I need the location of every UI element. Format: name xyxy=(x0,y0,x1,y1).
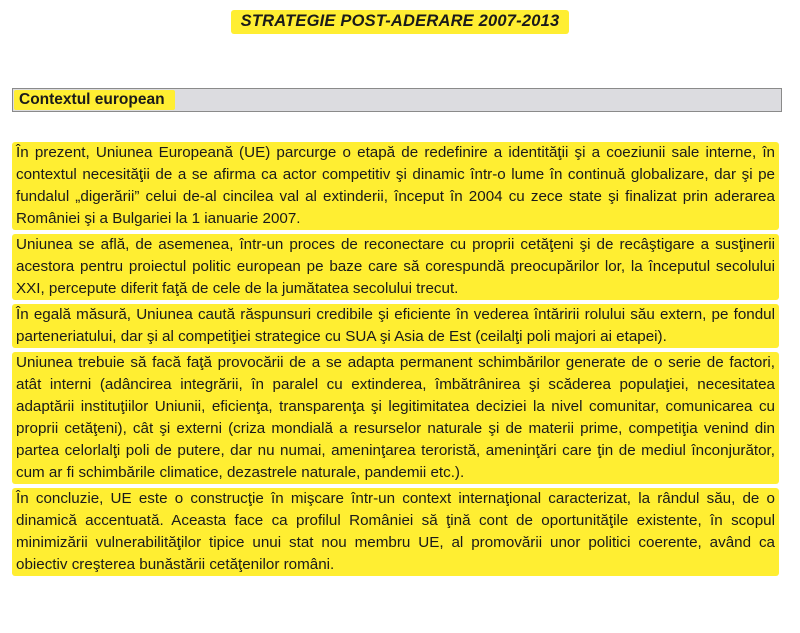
paragraph-3: În egală măsură, Uniunea caută răspunsuri credibile şi eficiente în vederea întăririi rolului său extern, pe fondul parteneriatului, dar şi al competiţiei strategice cu SUA şi Asia de Est (ceilalţi poli majori ai etapei). xyxy=(12,304,779,348)
paragraph-1: În prezent, Uniunea Europeană (UE) parcurge o etapă de redefinire a identităţii şi a coeziunii sale interne, în contextul necesităţii de a se afirma ca actor competitiv şi dinamic într-o lume în continuă globalizare, dar şi pe fundalul „digerării” celui de-al cincilea val al extinderii, început în 2004 cu zece state şi finalizat prin aderarea României şi a Bulgariei la 1 ianuarie 2007. xyxy=(12,142,779,230)
document-title: STRATEGIE POST-ADERARE 2007-2013 xyxy=(231,10,570,34)
section-heading: Contextul european xyxy=(14,90,175,110)
section-header-bar xyxy=(12,88,782,112)
title-container xyxy=(0,10,800,34)
paragraph-2: Uniunea se află, de asemenea, într-un proces de reconectare cu proprii cetăţeni şi de recâştigare a susţinerii acestora pentru proiectul politic european pe baze care să corespundă preocupărilor lor, la începutul secolului XXI, percepute diferit faţă de cele de la jumătatea secolului trecut. xyxy=(12,234,779,300)
paragraph-5: În concluzie, UE este o construcţie în mişcare într-un context internaţional caracterizat, la rândul său, de o dinamică accentuată. Aceasta face ca profilul României să ţină cont de oportunităţile existente, în scopul minimizării vulnerabilităţilor tipice unui stat nou membru UE, al promovării unor politici coerente, având ca obiectiv creşterea bunăstării cetăţenilor români. xyxy=(12,488,779,576)
document-body xyxy=(12,142,779,580)
paragraph-4: Uniunea trebuie să facă faţă provocării de a se adapta permanent schimbărilor generate de o serie de factori, atât interni (adâncirea integrării, în paralel cu extinderea, îmbătrânirea şi scăderea populaţiei, necesitatea adaptării instituţiilor Uniunii, eficienţa, transparenţa şi legitimitatea deciziei la nivel comunitar, comunicarea cu proprii cetăţeni), cât şi externi (criza mondială a resurselor naturale şi de materii prime, competiţia venind din partea celorlalţi poli de putere, dar nu numai, ameninţarea teroristă, ameninţări care ţin de mediul înconjurător, cum ar fi schimbările climatice, dezastrele naturale, pandemii etc.). xyxy=(12,352,779,484)
